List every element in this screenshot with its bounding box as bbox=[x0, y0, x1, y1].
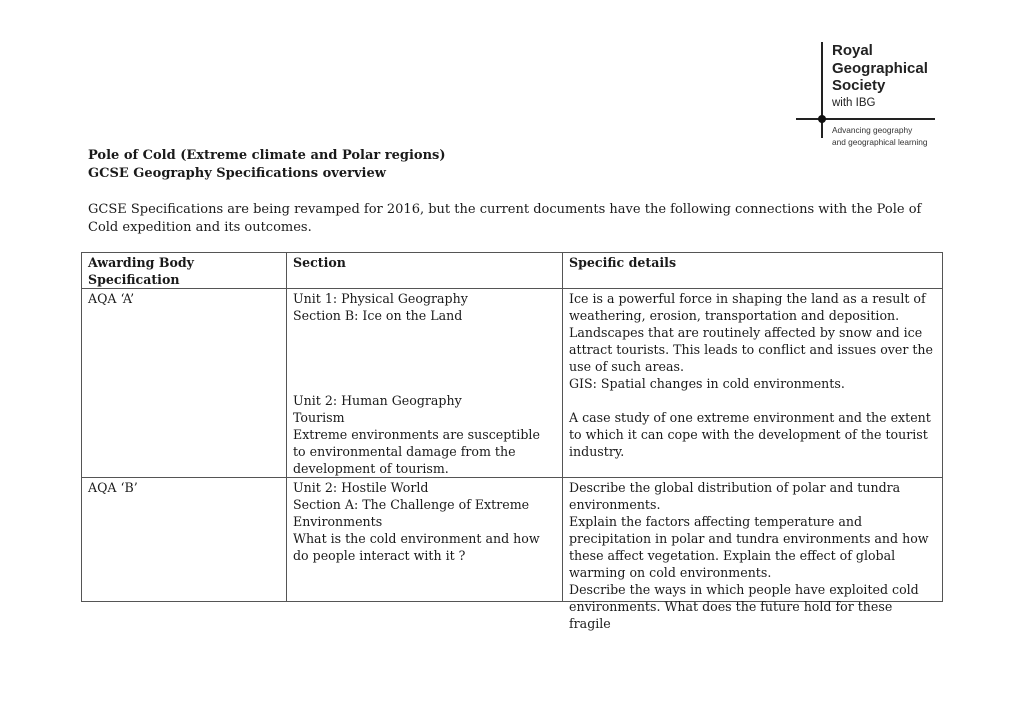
title-line-1: Pole of Cold (Extreme climate and Polar regions) bbox=[88, 148, 446, 163]
cell-awarding-body: AQA ‘B’ bbox=[82, 478, 287, 602]
table-row bbox=[82, 289, 943, 478]
cell-section: Unit 2: Hostile World Section A: The Challenge of Extreme Environments What is the cold environment and how do people interact with it ? bbox=[287, 478, 563, 602]
logo-tagline: Advancing geography and geographical learning bbox=[832, 125, 928, 147]
table-header-row bbox=[82, 253, 943, 289]
cell-section: Unit 1: Physical Geography Section B: Ice on the Land Unit 2: Human Geography Tourism Extreme environments are susceptible to environmental damage from the development of tourism. bbox=[287, 289, 563, 478]
header-specific-details: Specific details bbox=[563, 253, 943, 289]
logo-dot bbox=[818, 115, 826, 123]
intro-paragraph: GCSE Specifications are being revamped for 2016, but the current documents have the following connections with the Pole of Cold expedition and its outcomes. bbox=[88, 202, 922, 235]
document-title bbox=[88, 147, 446, 182]
cell-awarding-body: AQA ‘A’ bbox=[82, 289, 287, 478]
logo-horizontal-line bbox=[796, 118, 935, 120]
cell-specific-details: Describe the global distribution of polar and tundra environments. Explain the factors affecting temperature and precipitation in polar and tundra environments and how these affect vegetation. Explain the effect of global warming on cold environments. Describe the ways in which people have exploited cold environments. What does the future hold for these fragile bbox=[563, 478, 943, 602]
rgs-logo bbox=[796, 42, 956, 152]
table-row bbox=[82, 478, 943, 602]
header-awarding-body: Awarding Body Specification bbox=[82, 253, 287, 289]
specification-table bbox=[81, 252, 943, 631]
cell-specific-details: Ice is a powerful force in shaping the land as a result of weathering, erosion, transportation and deposition. Landscapes that are routinely affected by snow and ice attract tourists. This leads to conflict and issues over the use of such areas. GIS: Spatial changes in cold environments. A case study of one extreme environment and the extent to which it can cope with the development of the tourist industry. bbox=[563, 289, 943, 478]
logo-vertical-line bbox=[821, 42, 823, 138]
title-line-2: GCSE Geography Specifications overview bbox=[88, 165, 386, 181]
logo-wordmark: Royal Geographical Society with IBG bbox=[832, 42, 928, 109]
header-section: Section bbox=[287, 253, 563, 289]
